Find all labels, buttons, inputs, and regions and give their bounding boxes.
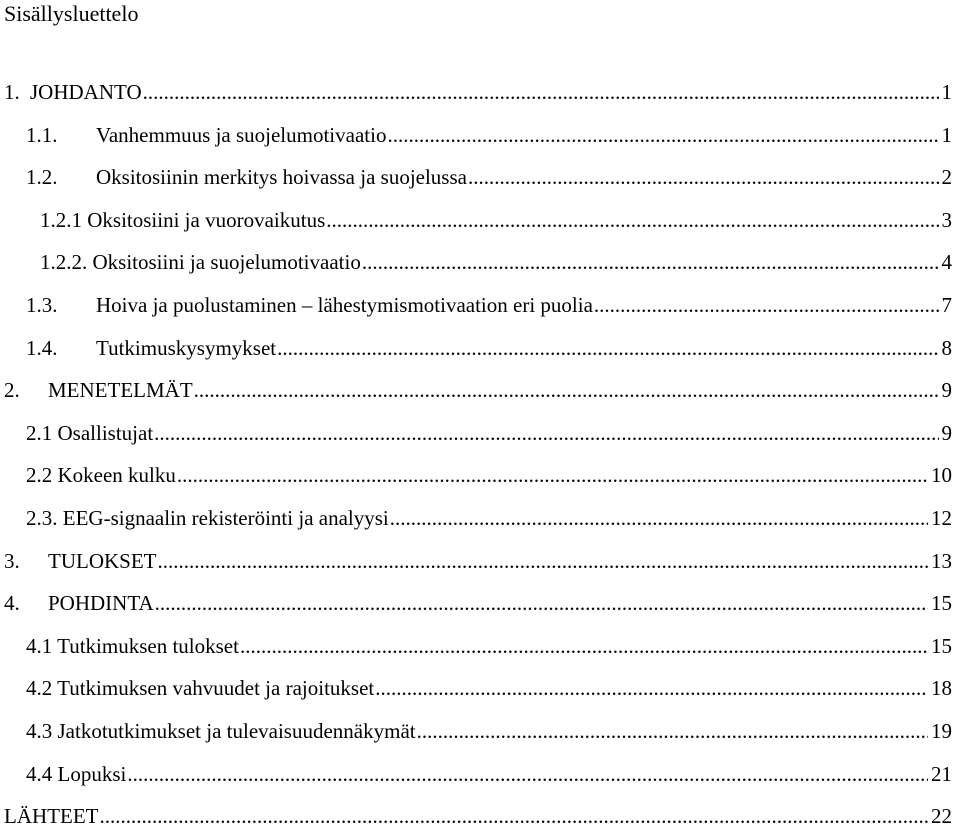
dot-leader xyxy=(155,589,928,617)
dot-leader xyxy=(387,121,938,149)
dot-leader xyxy=(390,504,928,532)
toc-entry[interactable] xyxy=(0,291,952,319)
toc-entry-page-number: 4 xyxy=(941,250,952,275)
dot-leader xyxy=(362,248,939,276)
dot-leader xyxy=(154,419,938,447)
toc-entry-label: 4.4 Lopuksi xyxy=(26,761,127,786)
toc-entry[interactable] xyxy=(0,717,952,745)
toc-entry-label: POHDINTA xyxy=(48,591,154,616)
toc-entry-label: MENETELMÄT xyxy=(48,378,193,403)
dot-leader xyxy=(177,461,928,489)
dot-leader xyxy=(326,206,938,234)
toc-entry-label: 4.1 Tutkimuksen tulokset xyxy=(26,633,239,658)
dot-leader xyxy=(240,632,928,660)
toc-entry[interactable] xyxy=(0,802,952,830)
toc-entry[interactable] xyxy=(0,760,952,788)
toc-entry-label: 2.3. EEG-signaalin rekisteröinti ja analyysi xyxy=(26,506,389,530)
toc-entry-label: Tutkimuskysymykset xyxy=(96,335,277,360)
toc-entry-page-number: 15 xyxy=(931,591,952,616)
toc-entry[interactable] xyxy=(0,376,952,404)
toc-entry[interactable] xyxy=(0,674,952,702)
toc-entry-page-number: 9 xyxy=(941,378,952,403)
toc-entry-page-number: 22 xyxy=(931,804,952,829)
toc-entry-page-number: 7 xyxy=(941,293,952,317)
dot-leader xyxy=(468,163,939,191)
toc-entry-page-number: 2 xyxy=(941,165,952,190)
toc-entry-page-number: 21 xyxy=(931,761,952,786)
toc-entry-page-number: 8 xyxy=(941,335,952,360)
toc-entry-number: 1.3. xyxy=(26,293,58,317)
toc-entry[interactable] xyxy=(0,547,952,575)
toc-entry-number: 1.2. xyxy=(26,165,58,190)
dot-leader xyxy=(594,291,939,319)
toc-entry-label: Oksitosiinin merkitys hoivassa ja suojelussa xyxy=(96,165,467,190)
toc-entry-page-number: 3 xyxy=(941,207,952,232)
toc-entry-page-number: 10 xyxy=(931,463,952,488)
toc-entry[interactable] xyxy=(0,248,952,276)
toc-entry-number: 1.1. xyxy=(26,122,58,147)
toc-entry[interactable] xyxy=(0,504,952,532)
toc-entry-number: 1. xyxy=(4,80,20,104)
dot-leader xyxy=(143,78,939,106)
dot-leader xyxy=(194,376,939,404)
toc-entry-label: 1.2.1 Oksitosiini ja vuorovaikutus xyxy=(40,207,326,232)
toc-entry-label: Vanhemmuus ja suojelumotivaatio xyxy=(96,122,387,147)
toc-entry[interactable] xyxy=(0,632,952,660)
toc-entry-page-number: 1 xyxy=(941,80,952,104)
toc-entry-label: 2.1 Osallistujat xyxy=(26,420,154,445)
toc-entry-number: 3. xyxy=(4,548,20,573)
dot-leader xyxy=(127,760,928,788)
toc-entry[interactable] xyxy=(0,334,952,362)
toc-entry-number: 1.4. xyxy=(26,335,58,360)
toc-entry[interactable] xyxy=(0,121,952,149)
toc-entry[interactable] xyxy=(0,206,952,234)
toc-entry-label: Hoiva ja puolustaminen – lähestymismotivaation eri puolia xyxy=(96,293,593,317)
toc-entry[interactable] xyxy=(0,78,952,106)
toc-entry-page-number: 9 xyxy=(941,420,952,445)
toc-entry-label: 1.2.2. Oksitosiini ja suojelumotivaatio xyxy=(40,250,361,275)
toc-entry-label: 4.3 Jatkotutkimukset ja tulevaisuudennäkymät xyxy=(26,719,416,743)
toc-entry-label: 4.2 Tutkimuksen vahvuudet ja rajoitukset xyxy=(26,676,375,701)
toc-entry-label: 2.2 Kokeen kulku xyxy=(26,463,176,488)
toc-entry[interactable] xyxy=(0,461,952,489)
toc-entry-page-number: 18 xyxy=(931,676,952,701)
toc-entry-page-number: 19 xyxy=(931,719,952,743)
toc-entry[interactable] xyxy=(0,419,952,447)
toc-entry-page-number: 13 xyxy=(931,548,952,573)
toc-entry-number: 2. xyxy=(4,378,20,403)
toc-entry-page-number: 12 xyxy=(931,506,952,530)
dot-leader xyxy=(417,717,928,745)
page-title: Sisällysluettelo xyxy=(4,1,139,26)
toc-entry-page-number: 15 xyxy=(931,633,952,658)
toc-entry-label: LÄHTEET xyxy=(4,804,99,829)
toc-entry[interactable] xyxy=(0,589,952,617)
dot-leader xyxy=(375,674,928,702)
dot-leader xyxy=(99,802,928,830)
toc-entry-number: 4. xyxy=(4,591,20,616)
toc-entry-label: TULOKSET xyxy=(48,548,157,573)
toc-entry[interactable] xyxy=(0,163,952,191)
dot-leader xyxy=(158,547,929,575)
toc-entry-page-number: 1 xyxy=(941,122,952,147)
toc-entry-label: JOHDANTO xyxy=(30,80,142,104)
dot-leader xyxy=(277,334,938,362)
